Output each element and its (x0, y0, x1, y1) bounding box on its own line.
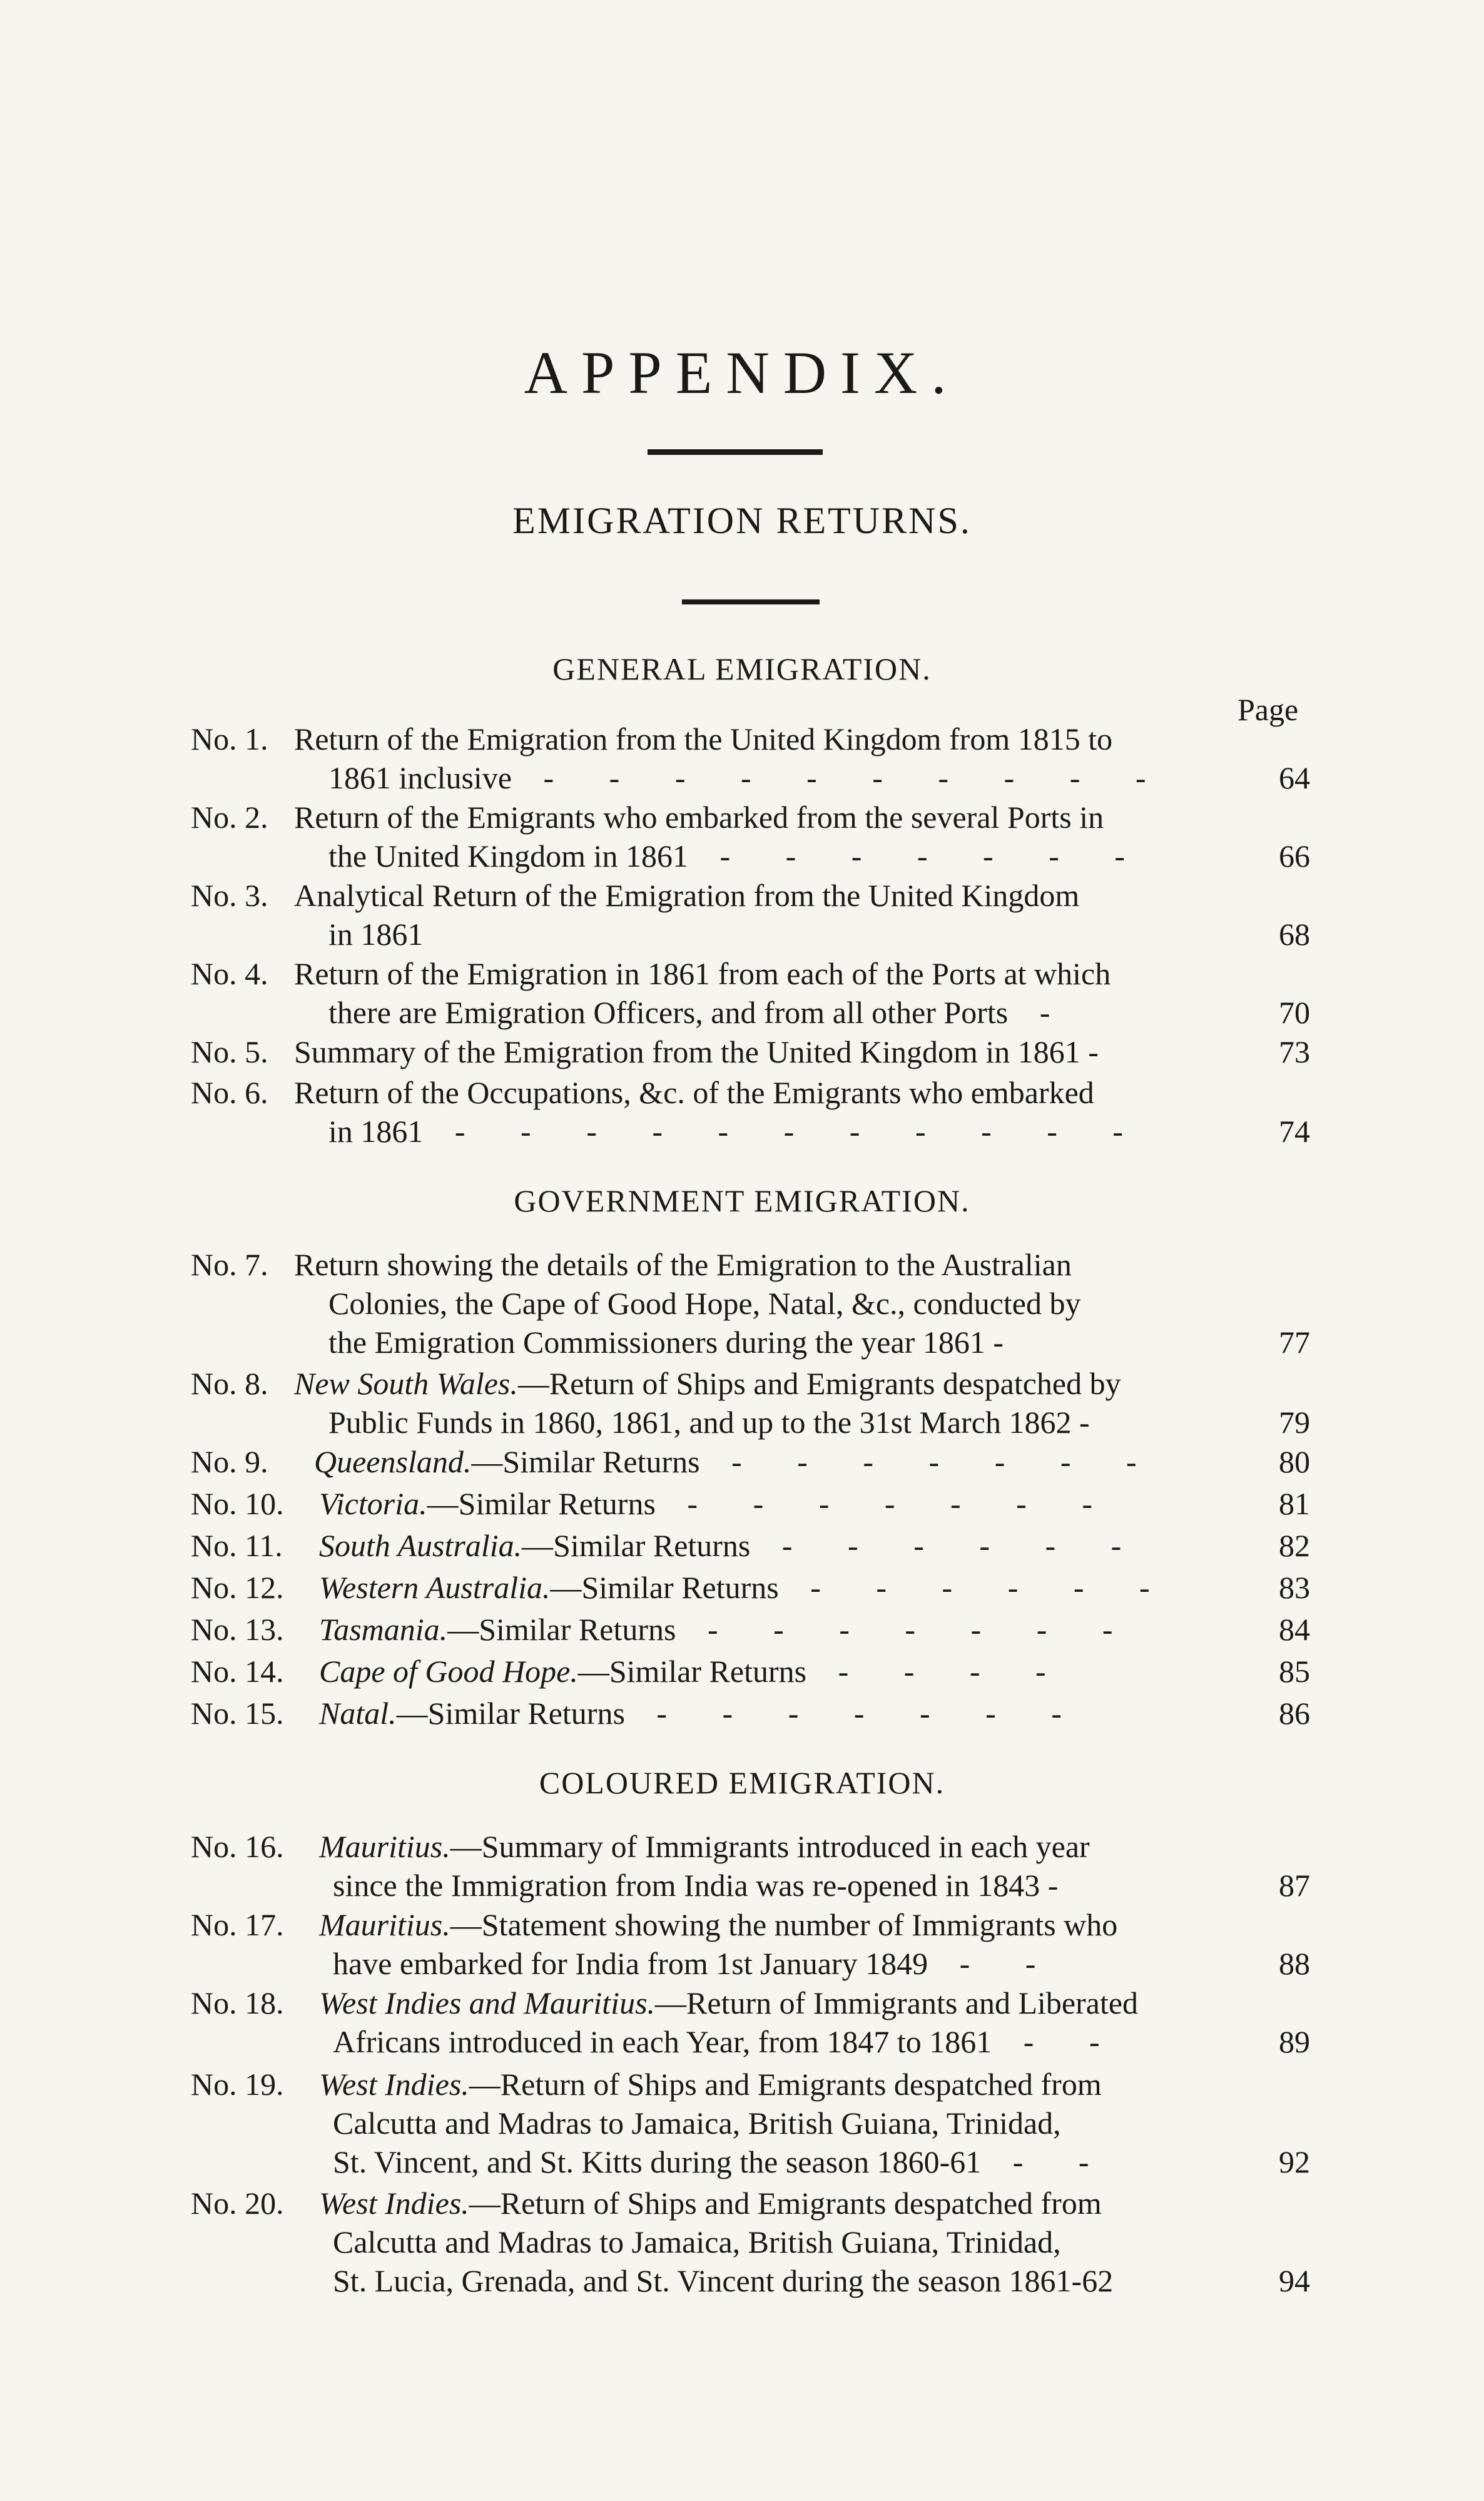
entry-line-text: —Similar Returns (427, 1486, 656, 1521)
entry-line-text: there are Emigration Officers, and from all other Ports (328, 995, 1009, 1030)
entry-text (319, 1652, 1250, 1691)
entry-line: Return of the Emigration in 1861 from each of the Ports at which (294, 956, 1111, 991)
entry-text (294, 798, 1189, 875)
entry-line: Return showing the details of the Emigration to the Australian (294, 1247, 1072, 1282)
section-title-coloured: COLOURED EMIGRATION. (539, 1765, 945, 1800)
title-rule (648, 449, 823, 455)
entry-heading: Mauritius. (319, 1829, 450, 1864)
entry-page: 68 (1279, 917, 1310, 952)
entry-line: there are Emigration Officers, and from all other Ports - (328, 995, 1074, 1030)
entry-line: Natal.—Similar Returns - - - - - - - (319, 1696, 1085, 1731)
entry-line-text: Africans introduced in each Year, from 1847 to 1861 (333, 2024, 992, 2059)
section-title-general: GENERAL EMIGRATION. (552, 651, 932, 686)
entry-line: Calcutta and Madras to Jamaica, British Guiana, Trinidad, (333, 2224, 1061, 2259)
entry-page: 83 (1279, 1570, 1310, 1605)
entry-number: No. 14. (191, 1654, 284, 1689)
entry-line: Analytical Return of the Emigration from the United Kingdom (294, 878, 1080, 913)
entry-page: 84 (1279, 1612, 1310, 1647)
entry-line (319, 1827, 1250, 1866)
entry-line-text: Public Funds in 1860, 1861, and up to the 31st March 1862 (328, 1405, 1072, 1440)
entry-text (294, 1073, 1189, 1151)
entry-text (319, 1610, 1250, 1649)
entry-heading: Victoria. (319, 1486, 427, 1521)
entry-number: No. 20. (191, 2186, 284, 2221)
entry-line: Calcutta and Madras to Jamaica, British Guiana, Trinidad, (333, 2106, 1061, 2141)
entry-number: No. 8. (191, 1366, 268, 1401)
entry-heading: Queensland. (314, 1444, 472, 1479)
entry-line-text: —Summary of Immigrants introduced in each year (450, 1829, 1090, 1864)
entry-heading: West Indies. (319, 2186, 469, 2221)
entry-text (294, 876, 1189, 954)
entry-line: the United Kingdom in 1861 - - - - - - - (328, 838, 1149, 874)
entry-page: 88 (1279, 1946, 1310, 1981)
entry-line-text: in 1861 (328, 1114, 424, 1149)
entry-page: 82 (1279, 1528, 1310, 1563)
entry-number: No. 6. (191, 1075, 268, 1110)
entry-line-text: —Return of Ships and Emigrants despatched from (469, 2067, 1102, 2102)
entry-text (319, 2184, 1250, 2300)
entry-line-text: Summary of the Emigration from the United Kingdom in 1861 (294, 1034, 1080, 1069)
entry-line-text: —Statement showing the number of Immigrants who (450, 1907, 1118, 1942)
entry-line: St. Lucia, Grenada, and St. Vincent during the season 1861-62 (333, 2263, 1114, 2298)
entry-number: No. 9. (191, 1444, 268, 1479)
entry-page: 94 (1279, 2263, 1310, 2298)
entry-line: Victoria.—Similar Returns - - - - - - - (319, 1486, 1116, 1521)
entry-text (319, 2065, 1250, 2181)
entry-line-text: the Emigration Commissioners during the year 1861 (328, 1325, 985, 1360)
entry-line-text: —Return of Ships and Emigrants despatched from (469, 2186, 1102, 2221)
entry-text (319, 1694, 1250, 1733)
entry-line (319, 1984, 1250, 2022)
entry-page: 80 (1279, 1444, 1310, 1479)
entry-number: No. 7. (191, 1247, 268, 1282)
entry-text (294, 1032, 1189, 1071)
entry-line: Return of the Emigration from the United Kingdom from 1815 to (294, 721, 1113, 756)
entry-heading: Natal. (319, 1696, 397, 1731)
entry-line-text: have embarked for India from 1st January 1849 (333, 1946, 928, 1981)
entry-line (319, 2184, 1250, 2223)
entry-line-text: —Similar Returns (577, 1654, 807, 1689)
section-title-government: GOVERNMENT EMIGRATION. (514, 1183, 970, 1218)
entry-number: No. 16. (191, 1829, 284, 1864)
entry-line: Return of the Occupations, &c. of the Emigrants who embarked (294, 1075, 1094, 1110)
subtitle-rule (682, 599, 820, 604)
entry-line: Tasmania.—Similar Returns - - - - - - - (319, 1612, 1137, 1647)
entry-line: Colonies, the Cape of Good Hope, Natal, &c., conducted by (328, 1286, 1081, 1321)
entry-line: South Australia.—Similar Returns - - - - - - (319, 1528, 1146, 1563)
entry-text (319, 1905, 1250, 1983)
entry-line (294, 1364, 1189, 1403)
entry-page: 79 (1279, 1405, 1310, 1440)
entry-heading: Tasmania. (319, 1612, 448, 1647)
page-subtitle: EMIGRATION RETURNS. (512, 500, 972, 541)
entry-heading: West Indies. (319, 2067, 469, 2102)
entry-text (319, 1484, 1250, 1523)
entry-line: the Emigration Commissioners during the year 1861 - (328, 1325, 1004, 1360)
entry-page: 74 (1279, 1114, 1310, 1149)
entry-heading: Western Australia. (319, 1570, 551, 1605)
entry-heading: Cape of Good Hope. (319, 1654, 578, 1689)
entry-page: 66 (1279, 838, 1310, 874)
entry-heading: South Australia. (319, 1528, 522, 1563)
entry-line (319, 1905, 1250, 1944)
entry-text (294, 954, 1189, 1032)
entry-text (314, 1442, 1250, 1481)
entry-line-text: —Similar Returns (447, 1612, 676, 1647)
entry-text (319, 1984, 1250, 2061)
page-title: APPENDIX. (524, 339, 960, 406)
entry-line-text: —Similar Returns (396, 1696, 625, 1731)
entry-number: No. 17. (191, 1907, 284, 1942)
entry-line: in 1861 - - - - - - - - - - - (328, 1114, 1147, 1149)
entry-number: No. 3. (191, 878, 268, 913)
entry-page: 81 (1279, 1486, 1310, 1521)
entry-text (294, 1245, 1189, 1362)
entry-line: Public Funds in 1860, 1861, and up to the 31st March 1862 - (328, 1405, 1090, 1440)
page-column-heading: Page (1238, 692, 1299, 727)
entry-number: No. 4. (191, 956, 268, 991)
entry-page: 92 (1279, 2144, 1310, 2179)
entry-heading: West Indies and Mauritius. (319, 1985, 656, 2020)
entry-number: No. 13. (191, 1612, 284, 1647)
entry-number: No. 1. (191, 721, 268, 756)
entry-line: St. Vincent, and St. Kitts during the season 1860-61 - - (333, 2144, 1113, 2179)
entry-page: 70 (1279, 995, 1310, 1030)
entry-line-text: —Return of Ships and Emigrants despatched by (517, 1366, 1121, 1401)
entry-line-text: St. Vincent, and St. Kitts during the season 1860-61 (333, 2144, 982, 2179)
entry-line-text: —Similar Returns (471, 1444, 700, 1479)
entry-number: No. 18. (191, 1985, 284, 2020)
entry-line-text: since the Immigration from India was re-opened in 1843 (333, 1868, 1040, 1903)
entry-line: Return of the Emigrants who embarked from the several Ports in (294, 800, 1104, 835)
entry-heading: Mauritius. (319, 1907, 450, 1942)
entry-number: No. 19. (191, 2067, 284, 2102)
entry-page: 87 (1279, 1868, 1310, 1903)
entry-line (319, 2065, 1250, 2104)
entry-line: Western Australia.—Similar Returns - - - - - - (319, 1570, 1174, 1605)
entry-number: No. 15. (191, 1696, 284, 1731)
entry-text (319, 1568, 1250, 1607)
entry-number: No. 5. (191, 1034, 268, 1069)
entry-page: 89 (1279, 2024, 1310, 2059)
entry-number: No. 12. (191, 1570, 284, 1605)
entry-line: Africans introduced in each Year, from 1847 to 1861 - - (333, 2024, 1124, 2059)
entry-page: 64 (1279, 760, 1310, 795)
entry-line: Queensland.—Similar Returns - - - - - - - (314, 1444, 1161, 1479)
entry-line: Summary of the Emigration from the United Kingdom in 1861 - (294, 1034, 1099, 1069)
entry-line: since the Immigration from India was re-opened in 1843 - (333, 1868, 1059, 1903)
entry-text (319, 1827, 1250, 1905)
entry-text (319, 1526, 1250, 1565)
entry-page: 86 (1279, 1696, 1310, 1731)
entry-heading: New South Wales. (294, 1366, 518, 1401)
entry-page: 85 (1279, 1654, 1310, 1689)
entry-line-text: —Return of Immigrants and Liberated (655, 1985, 1139, 2020)
entry-page: 73 (1279, 1034, 1310, 1069)
entry-line: 1861 inclusive - - - - - - - - - - (328, 760, 1170, 795)
entry-line-text: —Similar Returns (550, 1570, 779, 1605)
entry-number: No. 11. (191, 1528, 283, 1563)
entry-line: have embarked for India from 1st January 1849 - - (333, 1946, 1060, 1981)
entry-line-text: the United Kingdom in 1861 (328, 838, 688, 874)
entry-line: Cape of Good Hope.—Similar Returns - - - - (319, 1654, 1070, 1689)
entry-number: No. 10. (191, 1486, 284, 1521)
entry-number: No. 2. (191, 800, 268, 835)
entry-text (294, 1364, 1189, 1442)
entry-line-text: 1861 inclusive (328, 760, 512, 795)
entry-line-text: —Similar Returns (522, 1528, 751, 1563)
entry-text (294, 720, 1189, 797)
entry-line: in 1861 (328, 917, 424, 952)
entry-page: 77 (1279, 1325, 1310, 1360)
